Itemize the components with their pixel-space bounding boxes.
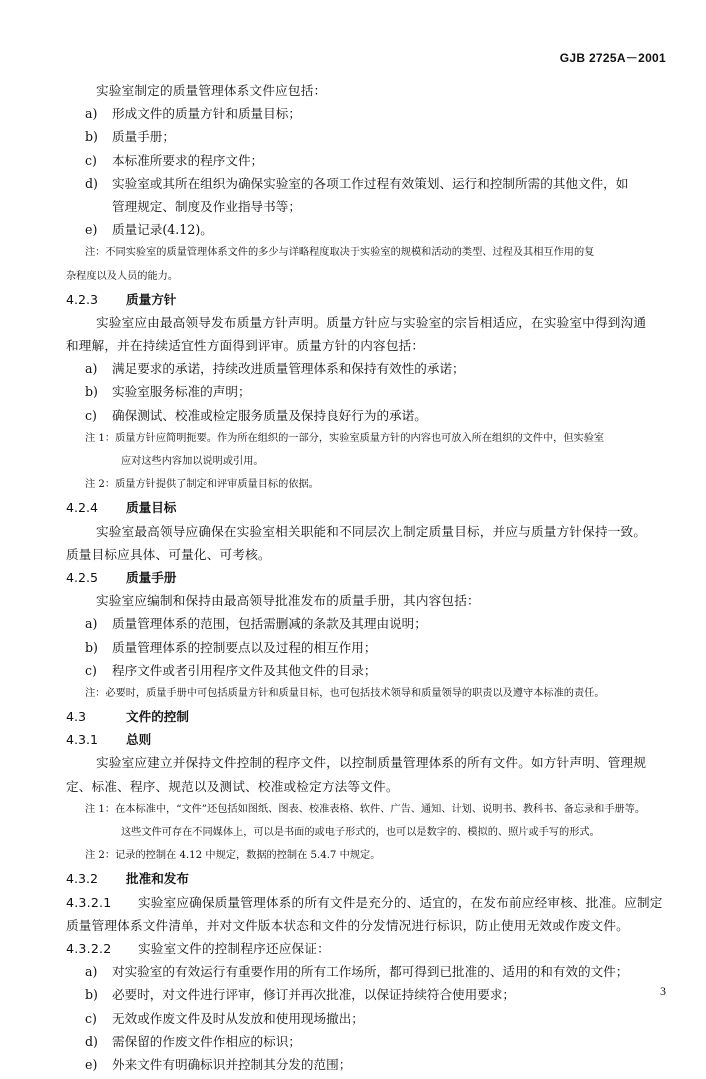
note-line: 注 2：记录的控制在 4.12 中规定，数据的控制在 5.4.7 中规定。: [85, 850, 381, 862]
note-continuation: 这些文件可存在不同媒体上，可以是书面的或电子形式的，也可以是数字的、模拟的、照片或手写的形式。: [121, 827, 600, 838]
list-item-text: 需保留的作废文件作相应的标识；: [112, 1033, 301, 1049]
list-item-label: b): [85, 129, 98, 145]
section-number: 4.2.3: [66, 291, 99, 307]
list-item: [66, 639, 682, 657]
list-item-label: b): [85, 987, 98, 1003]
section-title: 质量方针: [126, 291, 177, 307]
clause-text: 实验室文件的控制程序还应保证：: [138, 940, 330, 956]
section-number: 4.3: [66, 709, 87, 725]
section-title: 批准和发布: [126, 871, 189, 887]
section-heading: [66, 870, 682, 888]
list-item: [66, 175, 682, 193]
list-item-text: 质量管理体系的范围，包括需删减的条款及其理由说明；: [112, 616, 427, 632]
section-number: 4.2.5: [66, 569, 99, 585]
list-item: [66, 221, 682, 239]
list-item: [66, 1056, 682, 1074]
list-item-label: d): [85, 1033, 98, 1049]
list-item: [66, 360, 682, 378]
paragraph-line: 实验室应由最高领导发布质量方针声明。质量方针应与实验室的宗旨相适应，在实验室中得到沟通: [96, 314, 647, 330]
note-line: 注 1：质量方针应简明扼要。作为所在组织的一部分，实验室质量方针的内容也可放入所在组织的文件中，但实验室: [85, 432, 605, 444]
section-heading: [66, 499, 682, 517]
page-number: 3: [660, 984, 666, 998]
list-item-text: 外来文件有明确标识并控制其分发的范围；: [112, 1056, 352, 1072]
list-item-continuation: 管理规定、制度及作业指导书等；: [112, 198, 301, 214]
section-number: 4.3.1: [66, 732, 99, 748]
paragraph-line: 定、标准、程序、规范以及测试、校准或检定方法等文件。: [66, 778, 399, 794]
list-item-label: e): [85, 222, 98, 238]
list-item-text: 满足要求的承诺，持续改进质量管理体系和保持有效性的承诺；: [112, 361, 465, 377]
section-number: 4.2.4: [66, 500, 99, 516]
list-item: [66, 963, 682, 981]
list-item-label: c): [85, 152, 97, 168]
note-continuation: 应对这些内容加以说明或引用。: [121, 456, 264, 467]
paragraph-line: 实验室应编制和保持由最高领导批准发布的质量手册，其内容包括：: [96, 593, 480, 609]
note-line: 注 2：质量方针提供了制定和评审质量目标的依据。: [85, 479, 319, 491]
clause-text: 实验室应确保质量管理体系的所有文件是充分的、适宜的，在发布前应经审核、批准。应制定: [138, 894, 663, 910]
list-item-label: b): [85, 384, 98, 400]
clause-number: 4.3.2.1: [66, 894, 112, 910]
note-line: 注 1：在本标准中，“文件”还包括如图纸、图表、校准表格、软件、广告、通知、计划、说明书、教科书、备忘录和手册等。: [85, 803, 646, 815]
list-item: [66, 662, 682, 680]
clause-number: 4.3.2.2: [66, 940, 112, 956]
list-item: [66, 407, 682, 425]
list-item-label: e): [85, 1056, 98, 1072]
list-item-label: c): [85, 662, 97, 678]
section-title: 文件的控制: [126, 709, 189, 725]
list-item-label: a): [85, 361, 98, 377]
section-heading: [66, 731, 682, 749]
list-item-text: 对实验室的有效运行有重要作用的所有工作场所，都可得到已批准的、适用的和有效的文件；: [112, 964, 629, 980]
list-item-text: 质量记录(4.12)。: [112, 222, 213, 238]
list-item-label: a): [85, 964, 98, 980]
list-item: [66, 986, 682, 1004]
paragraph-line: 实验室最高领导应确保在实验室相关职能和不同层次上制定质量目标，并应与质量方针保持一致。: [96, 523, 647, 539]
section-heading: [66, 569, 682, 587]
list-item-label: a): [85, 106, 98, 122]
section-title: 质量目标: [126, 500, 177, 516]
list-item: [66, 383, 682, 401]
note-continuation: 杂程度以及人员的能力。: [66, 270, 179, 282]
numbered-clause: [66, 940, 682, 958]
list-item-text: 质量手册；: [112, 129, 175, 145]
section-heading: [66, 708, 682, 726]
list-item-text: 本标准所要求的程序文件；: [112, 152, 264, 168]
list-item-text: 程序文件或者引用程序文件及其他文件的目录；: [112, 662, 377, 678]
list-item-label: b): [85, 639, 98, 655]
list-item-text: 确保测试、校准或检定服务质量及保持良好行为的承诺。: [112, 407, 427, 423]
list-item-text: 必要时，对文件进行评审，修订并再次批准，以保证持续符合使用要求；: [112, 987, 515, 1003]
list-item-label: a): [85, 616, 98, 632]
paragraph-line: 质量目标应具体、可量化、可考核。: [66, 546, 271, 562]
list-item: [66, 1010, 682, 1028]
numbered-clause: [66, 894, 682, 912]
section-title: 总则: [126, 732, 152, 748]
note-line: 注：必要时，质量手册中可包括质量方针和质量目标，也可包括技术领导和质量领导的职责以及遵守本标准的责任。: [85, 687, 605, 699]
section-number: 4.3.2: [66, 871, 99, 887]
list-item-label: c): [85, 407, 97, 423]
list-item: [66, 105, 682, 123]
note-line: 注：不同实验室的质量管理体系文件的多少与详略程度取决于实验室的规模和活动的类型、过程及其相互作用的复: [85, 247, 595, 259]
list-item: [66, 128, 682, 146]
document-id-header: GJB 2725A－2001: [559, 51, 666, 65]
list-item-label: d): [85, 175, 98, 191]
paragraph-line: 实验室应建立并保持文件控制的程序文件，以控制质量管理体系的所有文件。如方针声明、管理规: [96, 755, 647, 771]
paragraph-line: 质量管理体系文件清单，并对文件版本状态和文件的分发情况进行标识，防止使用无效或作废文件。: [66, 917, 629, 933]
list-item-text: 实验室或其所在组织为确保实验室的各项工作过程有效策划、运行和控制所需的其他文件，如: [112, 175, 629, 191]
section-title: 质量手册: [126, 569, 177, 585]
list-item-label: c): [85, 1010, 97, 1026]
list-item-text: 质量管理体系的控制要点以及过程的相互作用；: [112, 639, 377, 655]
list-item: [66, 1033, 682, 1051]
list-item-text: 形成文件的质量方针和质量目标；: [112, 106, 301, 122]
list-item-text: 实验室服务标准的声明；: [112, 384, 251, 400]
list-item: [66, 615, 682, 633]
list-item: [66, 152, 682, 170]
document-body: [66, 82, 682, 1079]
paragraph-line: 实验室制定的质量管理体系文件应包括：: [96, 83, 327, 98]
section-heading: [66, 291, 682, 309]
list-item-text: 无效或作废文件及时从发放和使用现场撤出；: [112, 1010, 364, 1026]
paragraph-line: 和理解，并在持续适宜性方面得到评审。质量方针的内容包括：: [66, 338, 425, 354]
